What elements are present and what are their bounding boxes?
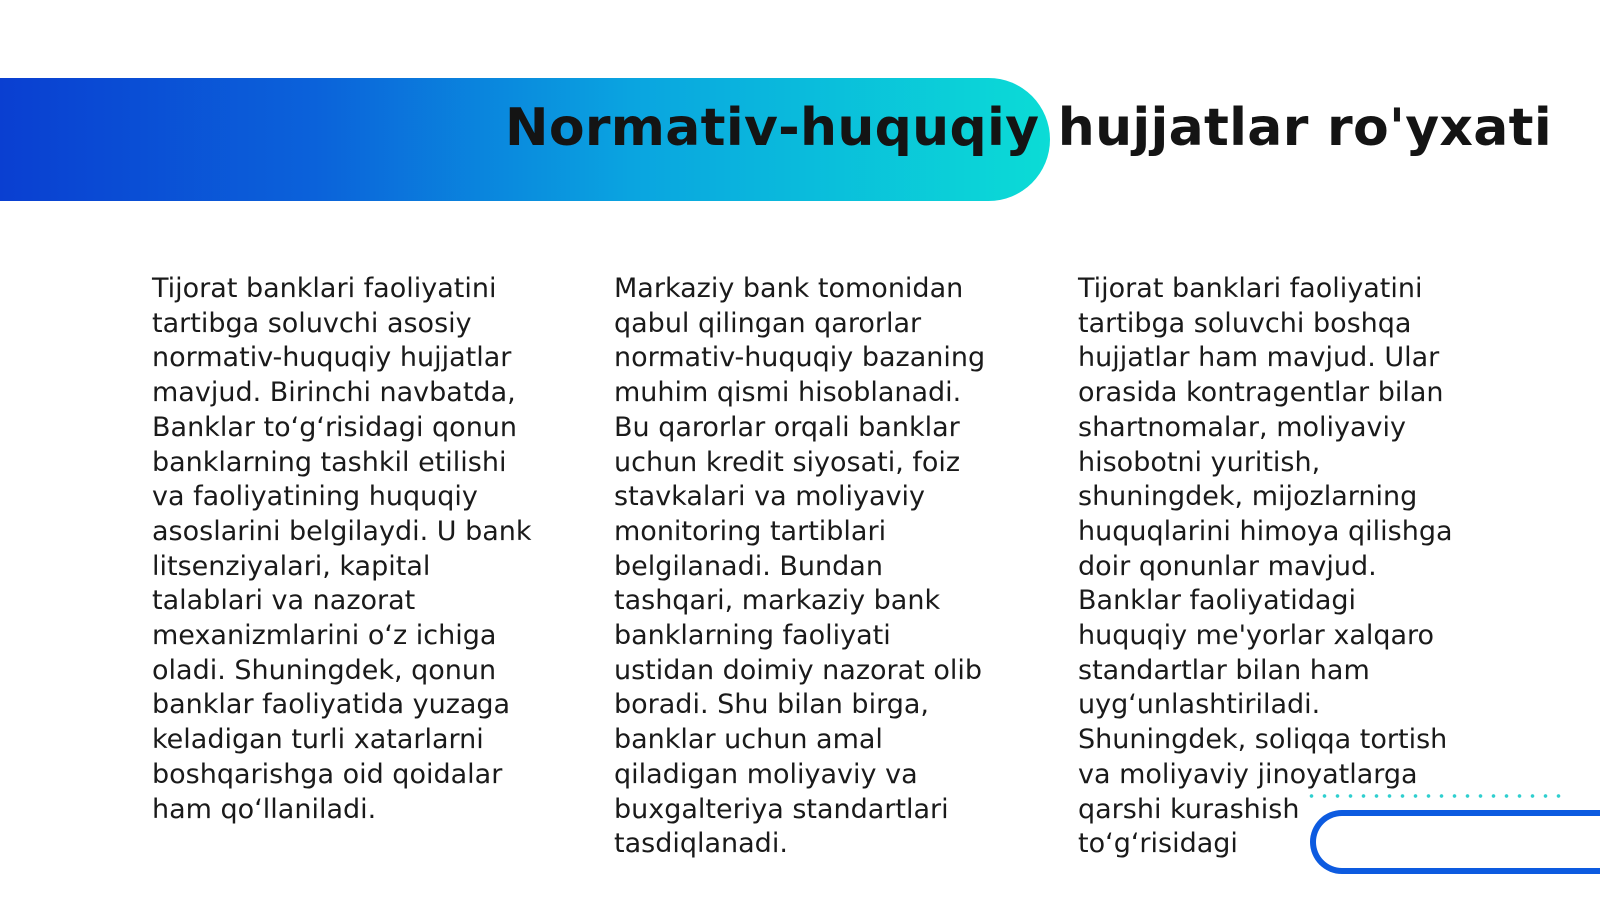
- decorative-pill-outline: [1310, 810, 1600, 874]
- text-column-1: Tijorat banklari faoliyatini tartibga soluvchi asosiy normativ-huquqiy hujjatlar mavjud. Birinchi navbatda, Banklar to‘g‘risidagi qonun banklarning tashkil etilishi va faoliyatining huquqiy asoslarini belgilaydi. U bank litsenziyalari, kapital talablari va nazorat mexanizmlarini o‘z ichiga oladi. Shuningdek, qonun banklar faoliyatida yuzaga keladigan turli xatarlarni boshqarishga oid qoidalar ham qo‘llaniladi.: [152, 273, 532, 825]
- text-column-3: Tijorat banklari faoliyatini tartibga soluvchi boshqa hujjatlar ham mavjud. Ular orasida kontragentlar bilan shartnomalar, moliyaviy hisobotni yuritish, shuningdek, mijozlarning huquqlarini himoya qilishga doir qonunlar mavjud. Banklar faoliyatidagi huquqiy me'yorlar xalqaro standartlar bilan ham uyg‘unlashtiriladi. Shuningdek, soliqqa tortish va moliyaviy jinoyatlarga qarshi kurashish to‘g‘risidagi: [1078, 273, 1453, 860]
- text-column-2: Markaziy bank tomonidan qabul qilingan qarorlar normativ-huquqiy bazaning muhim qismi hisoblanadi. Bu qarorlar orqali banklar uchun kredit siyosati, foiz stavkalari va moliyaviy monitoring tartiblari belgilanadi. Bundan tashqari, markaziy bank banklarning faoliyati ustidan doimiy nazorat olib boradi. Shu bilan birga, banklar uchun amal qiladigan moliyaviy va buxgalteriya standartlari tasdiqlanadi.: [614, 273, 986, 860]
- slide-title: Normativ-huquqiy hujjatlar ro'yxati: [505, 98, 1552, 158]
- decorative-dot-line: [1305, 793, 1565, 799]
